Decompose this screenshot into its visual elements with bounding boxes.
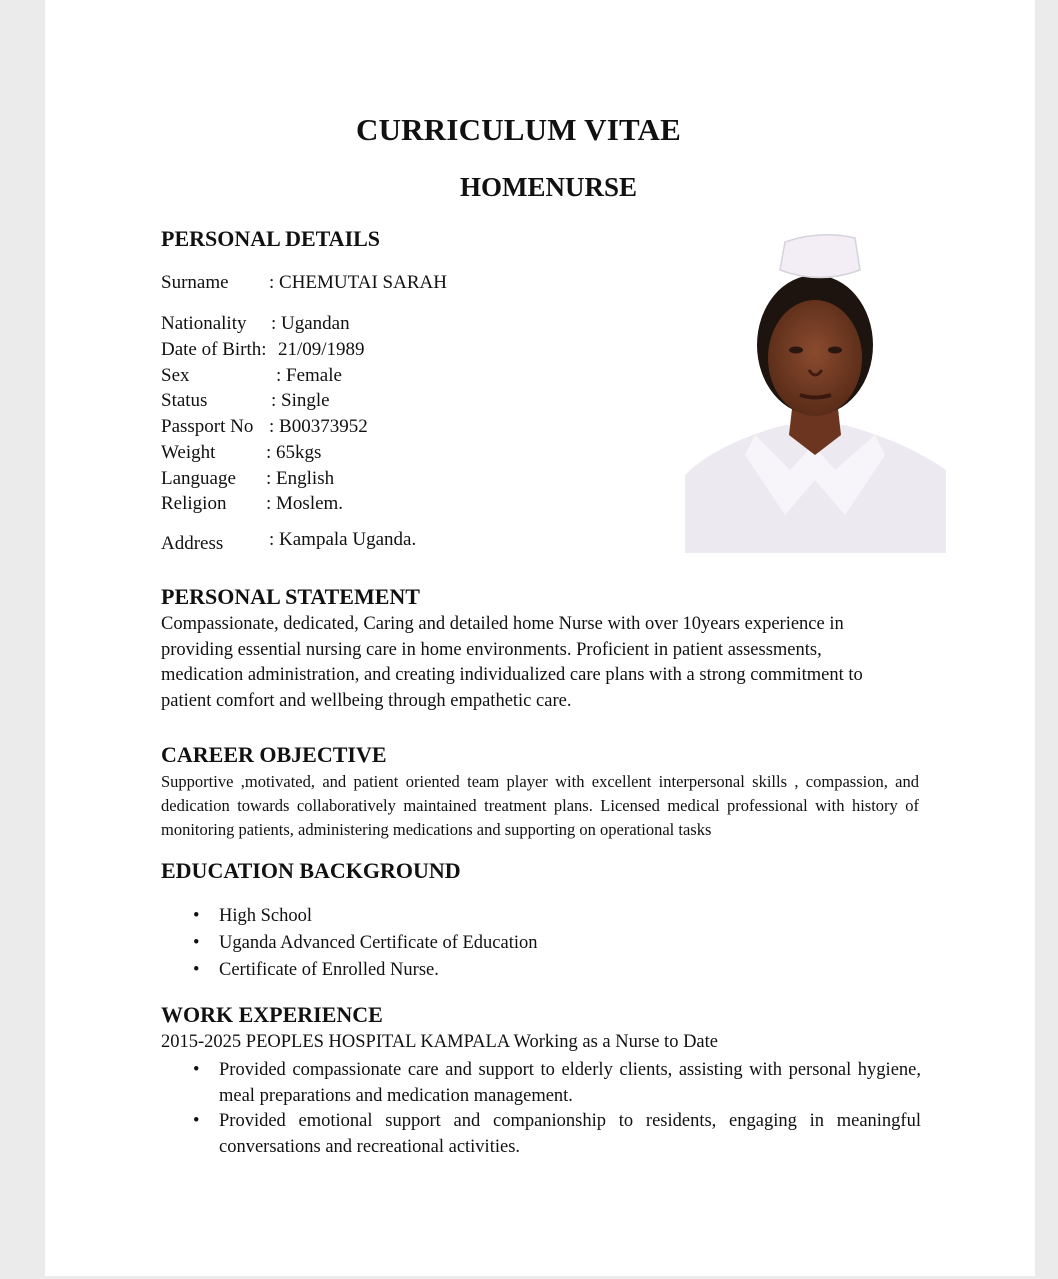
surname-value: : CHEMUTAI SARAH [269, 272, 447, 293]
statement-line: providing essential nursing care in home environments. Proficient in patient assessments, [161, 639, 822, 660]
personal-statement-heading: PERSONAL STATEMENT [161, 584, 420, 609]
list-item [191, 1109, 921, 1160]
address-label: Address [161, 533, 224, 554]
list-item [191, 903, 537, 930]
career-objective-text: Supportive ,motivated, and patient oriented team player with excellent interpersonal skills , compassion, and dedication towards collaboratively maintained treatment plans. Licensed medical professional with history of monitoring patients, administering medications and supporting on operational tasks [161, 772, 919, 839]
status-label: Status [161, 390, 208, 411]
language-value: : English [266, 468, 335, 489]
statement-line: Compassionate, dedicated, Caring and detailed home Nurse with over 10years experience in [161, 614, 844, 634]
dob-value: 21/09/1989 [278, 339, 365, 360]
statement-line: medication administration, and creating individualized care plans with a strong commitment to [161, 665, 863, 685]
personal-statement-text [161, 612, 921, 714]
bullet-icon: • [193, 960, 200, 980]
document-subtitle: HOMENURSE [460, 172, 638, 202]
bullet-icon: • [193, 1060, 200, 1080]
sex-label: Sex [161, 365, 190, 386]
list-item [191, 957, 537, 984]
bullet-icon: • [193, 906, 200, 926]
work-duty: Provided compassionate care and support to elderly clients, assisting with personal hygiene, meal preparations and medication management. [219, 1060, 921, 1106]
work-experience-heading: WORK EXPERIENCE [161, 1002, 383, 1027]
profile-photo [685, 230, 946, 553]
religion-label: Religion [161, 493, 227, 514]
career-objective-heading: CAREER OBJECTIVE [161, 742, 387, 767]
cv-page [45, 0, 1035, 1276]
personal-details-heading: PERSONAL DETAILS [161, 226, 381, 251]
work-duties-list [191, 1058, 921, 1160]
weight-label: Weight [161, 442, 216, 463]
list-item [191, 1058, 921, 1109]
education-item: Certificate of Enrolled Nurse. [219, 960, 439, 980]
dob-label: Date of Birth: [161, 339, 267, 360]
education-item: High School [219, 906, 313, 926]
education-list [191, 903, 537, 984]
bullet-icon: • [193, 1111, 200, 1131]
sex-value: : Female [276, 365, 342, 386]
passport-label: Passport No [161, 416, 254, 437]
document-title: CURRICULUM VITAE [356, 112, 681, 147]
surname-label: Surname [161, 272, 229, 293]
nationality-value: : Ugandan [271, 313, 350, 334]
list-item [191, 930, 537, 957]
nationality-label: Nationality [161, 313, 247, 334]
weight-value: : 65kgs [266, 442, 322, 463]
statement-line: patient comfort and wellbeing through empathetic care. [161, 690, 572, 711]
education-item: Uganda Advanced Certificate of Education [219, 933, 538, 953]
education-heading: EDUCATION BACKGROUND [161, 858, 461, 883]
passport-value: : B00373952 [269, 416, 368, 437]
work-duty: Provided emotional support and companionship to residents, engaging in meaningful conversations and recreational activities. [219, 1111, 921, 1157]
address-value: : Kampala Uganda. [269, 529, 417, 550]
status-value: : Single [271, 390, 330, 411]
religion-value: : Moslem. [266, 493, 344, 514]
work-position: 2015-2025 PEOPLES HOSPITAL KAMPALA Working as a Nurse to Date [161, 1032, 718, 1052]
bullet-icon: • [193, 933, 200, 953]
language-label: Language [161, 468, 236, 489]
